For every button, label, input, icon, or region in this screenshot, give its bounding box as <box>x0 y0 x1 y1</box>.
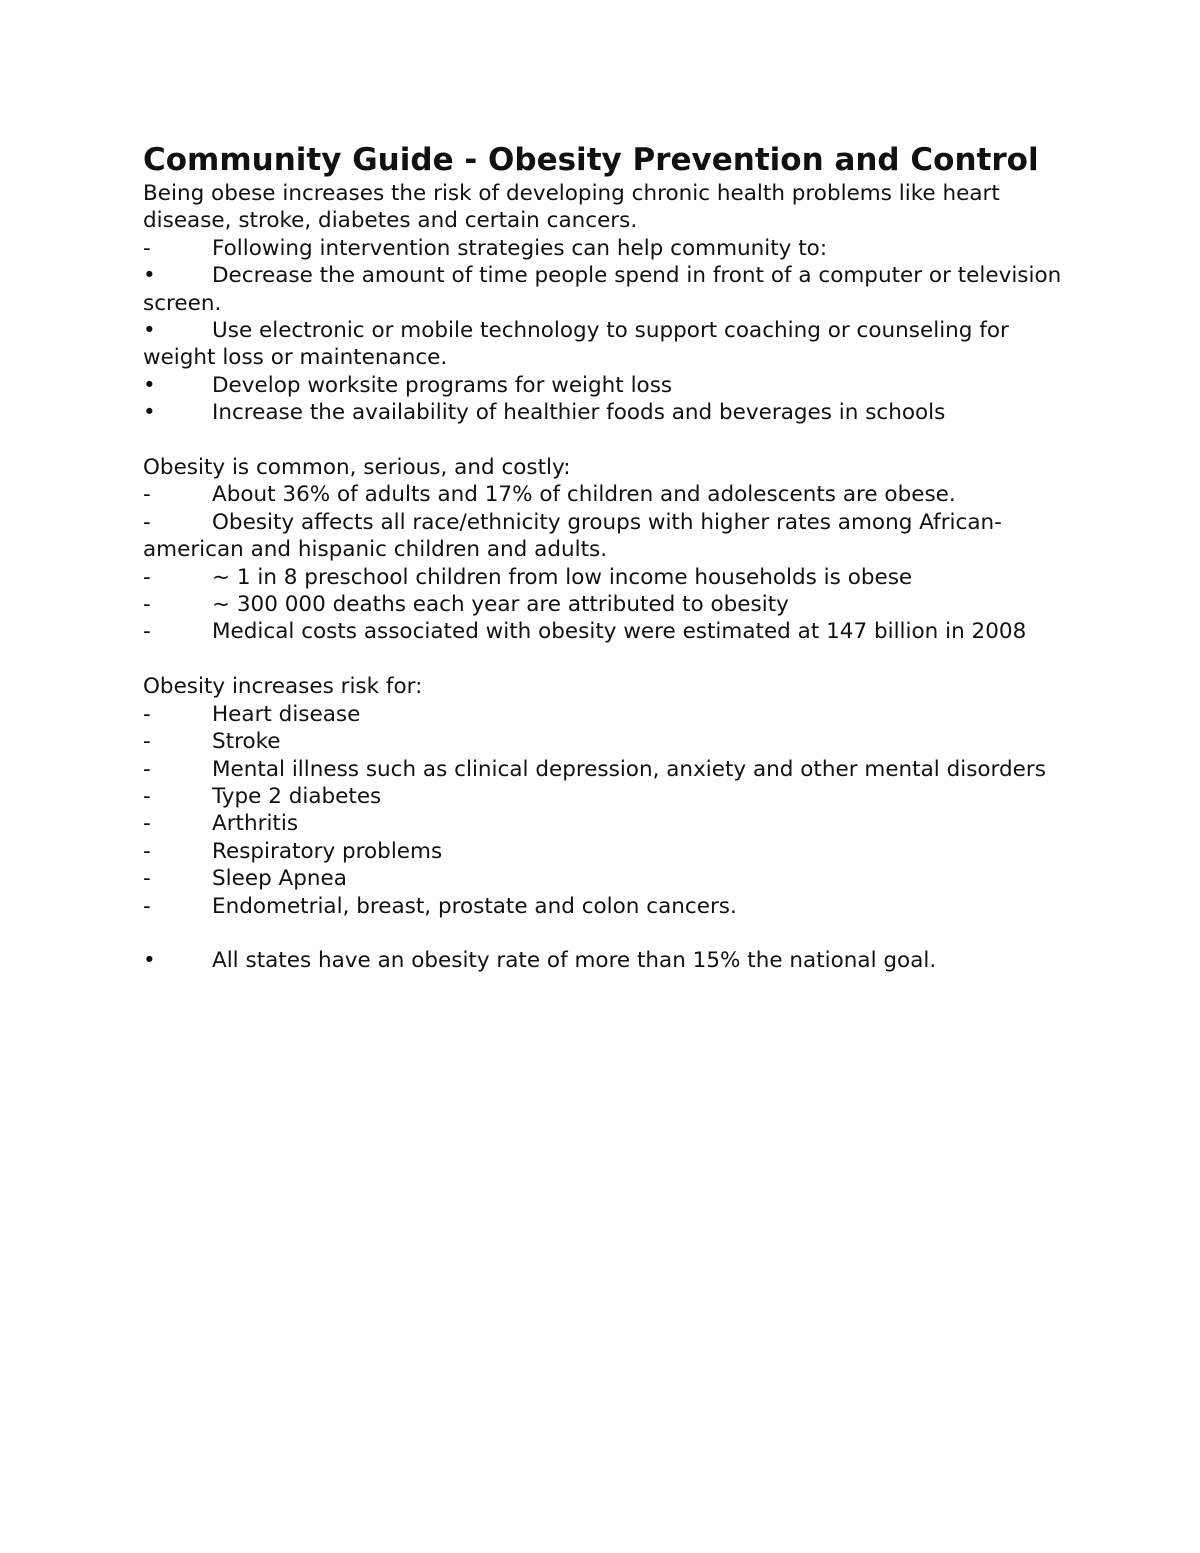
bullet-marker: • <box>143 948 156 974</box>
list-marker: - <box>143 592 151 618</box>
list-item <box>143 893 1063 920</box>
list-item <box>143 838 1063 865</box>
bullet-marker: • <box>143 400 156 426</box>
list-item <box>143 618 1063 645</box>
list-item-text: Sleep Apnea <box>212 866 347 892</box>
list-item-text: ~ 1 in 8 preschool children from low income households is obese <box>212 564 913 590</box>
list-marker: - <box>143 564 151 590</box>
list-item-text: Obesity affects all race/ethnicity groups with higher rates among African-american and hispanic children and adults. <box>143 509 1002 563</box>
list-marker: - <box>143 866 151 892</box>
list-item-text: Stroke <box>212 729 281 755</box>
spacer <box>143 646 1063 673</box>
list-item <box>143 810 1063 837</box>
bullet-marker: • <box>143 263 156 289</box>
list-item <box>143 564 1063 591</box>
list-item-text: Decrease the amount of time people spend in front of a computer or television screen. <box>143 263 1062 316</box>
list-item-text: ~ 300 000 deaths each year are attributed to obesity <box>212 592 789 618</box>
list-item <box>143 399 1063 426</box>
list-marker: - <box>143 701 151 727</box>
list-marker: - <box>143 756 151 782</box>
section-heading: Obesity increases risk for: <box>143 674 423 700</box>
list-item-text: About 36% of adults and 17% of children and adolescents are obese. <box>212 482 956 508</box>
list-item-text: All states have an obesity rate of more than 15% the national goal. <box>212 948 937 974</box>
risks-list <box>143 701 1063 920</box>
spacer <box>143 920 1063 947</box>
list-item <box>143 865 1063 892</box>
section-heading: Obesity is common, serious, and costly: <box>143 455 571 481</box>
document-title: Community Guide - Obesity Prevention and Control <box>143 142 1039 178</box>
list-marker: - <box>143 811 151 837</box>
footer-note <box>143 947 1063 974</box>
list-item-text: Arthritis <box>212 811 299 837</box>
bullet-marker: • <box>143 372 156 398</box>
list-marker: - <box>143 235 151 261</box>
list-item <box>143 317 1063 372</box>
list-item <box>143 481 1063 508</box>
list-item <box>143 235 1063 262</box>
list-item-text: Develop worksite programs for weight loss <box>212 372 673 398</box>
list-item <box>143 591 1063 618</box>
strategies-list <box>143 235 1063 427</box>
list-item-text: Use electronic or mobile technology to support coaching or counseling for weight loss or maintenance. <box>143 318 1009 371</box>
list-marker: - <box>143 838 151 864</box>
list-item <box>143 262 1063 317</box>
list-marker: - <box>143 509 151 535</box>
list-item-text: Increase the availability of healthier foods and beverages in schools <box>212 400 946 426</box>
list-marker: - <box>143 619 151 645</box>
list-item-text: Type 2 diabetes <box>212 783 382 809</box>
intro-paragraph: Being obese increases the risk of developing chronic health problems like heart disease, stroke, diabetes and certain cancers. <box>143 181 1000 234</box>
list-item-text: Medical costs associated with obesity were estimated at 147 billion in 2008 <box>212 619 1027 645</box>
list-item <box>143 756 1063 783</box>
list-item <box>143 372 1063 399</box>
list-item <box>143 783 1063 810</box>
list-marker: - <box>143 729 151 755</box>
statistics-list <box>143 481 1063 645</box>
list-item <box>143 701 1063 728</box>
list-item-text: Mental illness such as clinical depression, anxiety and other mental disorders <box>212 756 1046 782</box>
list-item <box>143 728 1063 755</box>
list-marker: - <box>143 482 151 508</box>
bullet-marker: • <box>143 318 156 344</box>
list-marker: - <box>143 893 151 919</box>
list-marker: - <box>143 783 151 809</box>
list-item <box>143 509 1063 564</box>
list-item-text: Respiratory problems <box>212 838 443 864</box>
document-page <box>143 140 1063 975</box>
spacer <box>143 427 1063 454</box>
list-item-text: Heart disease <box>212 701 361 727</box>
list-item-text: Following intervention strategies can help community to: <box>212 235 828 261</box>
list-item-text: Endometrial, breast, prostate and colon cancers. <box>212 893 737 919</box>
